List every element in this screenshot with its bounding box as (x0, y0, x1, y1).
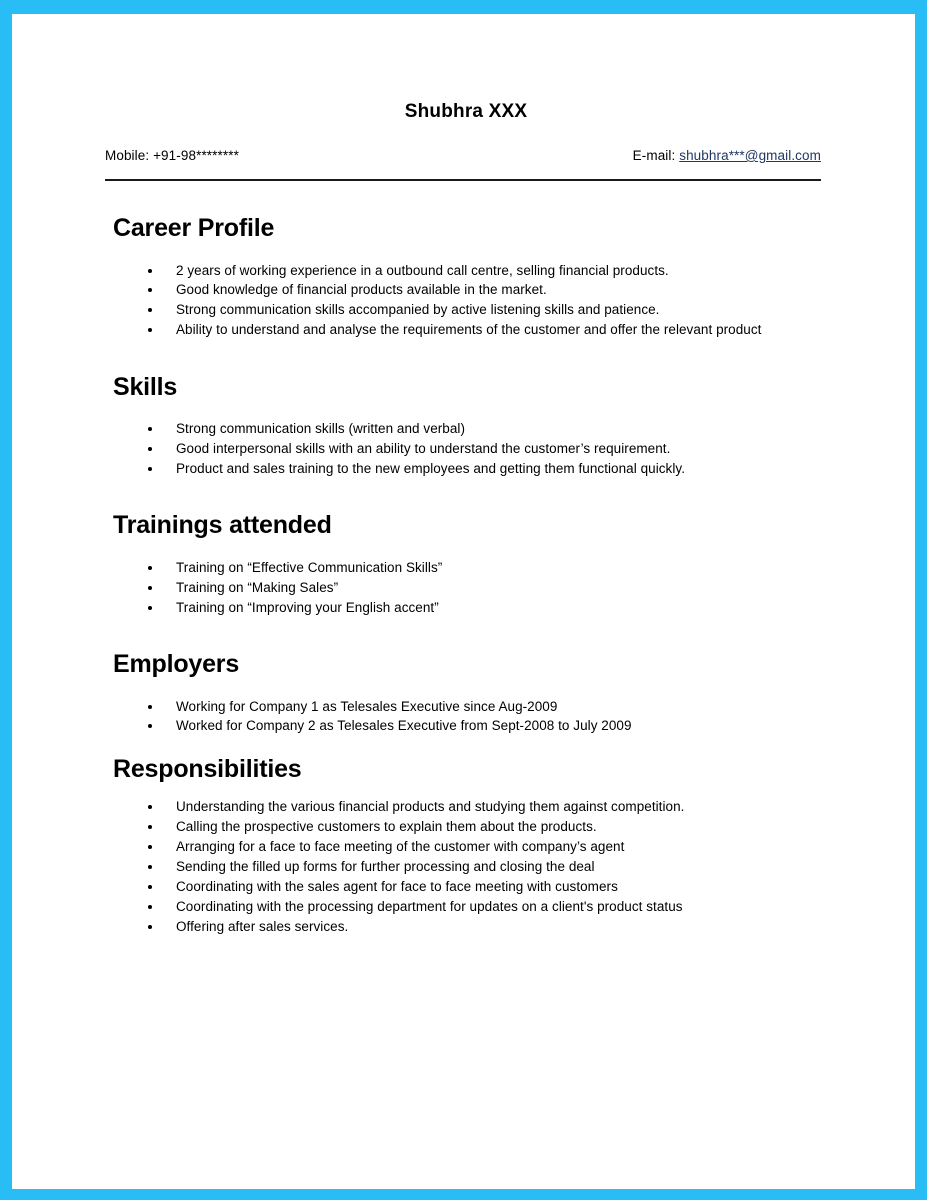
resume-page (12, 14, 915, 1189)
section-skills (105, 374, 821, 479)
list-item: Good knowledge of financial products available in the market. (105, 280, 821, 299)
list-item: Offering after sales services. (105, 917, 821, 936)
section-title-trainings-attended: Trainings attended (113, 511, 332, 540)
list-item: Understanding the various financial products and studying them against competition. (105, 797, 821, 816)
section-trainings-attended (105, 512, 821, 617)
contact-row (105, 148, 821, 163)
bullet-list-trainings-attended (105, 558, 821, 617)
mobile-label: Mobile: (105, 148, 154, 163)
list-item: Coordinating with the processing department for updates on a client's product status (105, 897, 821, 916)
list-item: Training on “Making Sales” (105, 578, 821, 597)
candidate-name: Shubhra XXX (404, 101, 528, 122)
mobile-value: +91-98******** (153, 148, 239, 163)
list-item: Worked for Company 2 as Telesales Executive from Sept-2008 to July 2009 (105, 716, 821, 735)
section-responsibilities (105, 756, 821, 936)
list-item: Calling the prospective customers to explain them about the products. (105, 817, 821, 836)
section-career-profile (105, 215, 821, 340)
section-title-career-profile: Career Profile (113, 214, 275, 242)
section-title-skills: Skills (113, 372, 178, 401)
list-item: Product and sales training to the new employees and getting them functional quickly. (105, 459, 821, 478)
list-item: Strong communication skills accompanied by active listening skills and patience. (105, 300, 821, 319)
list-item: Good interpersonal skills with an ability to understand the customer’s requirement. (105, 439, 821, 458)
bullet-list-career-profile (105, 261, 821, 340)
list-item: Working for Company 1 as Telesales Executive since Aug-2009 (105, 697, 821, 716)
list-item: Training on “Improving your English accent” (105, 598, 821, 617)
bullet-list-employers (105, 697, 821, 736)
resume-content (105, 101, 821, 937)
list-item: Training on “Effective Communication Skills” (105, 558, 821, 577)
email-label: E-mail: (632, 148, 680, 163)
section-employers (105, 651, 821, 736)
mobile-contact (105, 148, 239, 163)
list-item: Sending the filled up forms for further processing and closing the deal (105, 857, 821, 876)
list-item: Coordinating with the sales agent for face to face meeting with customers (105, 877, 821, 896)
list-item: Arranging for a face to face meeting of the customer with company’s agent (105, 837, 821, 856)
list-item: Ability to understand and analyse the requirements of the customer and offer the relevant product (105, 320, 821, 339)
list-item: 2 years of working experience in a outbound call centre, selling financial products. (105, 261, 821, 280)
list-item: Strong communication skills (written and verbal) (105, 419, 821, 438)
header-divider (105, 179, 821, 181)
bullet-list-responsibilities (105, 797, 821, 936)
email-link[interactable]: shubhra***@gmail.com (679, 148, 821, 163)
email-contact (633, 148, 821, 163)
bullet-list-skills (105, 419, 821, 478)
section-title-responsibilities: Responsibilities (113, 754, 302, 783)
section-title-employers: Employers (113, 650, 240, 679)
